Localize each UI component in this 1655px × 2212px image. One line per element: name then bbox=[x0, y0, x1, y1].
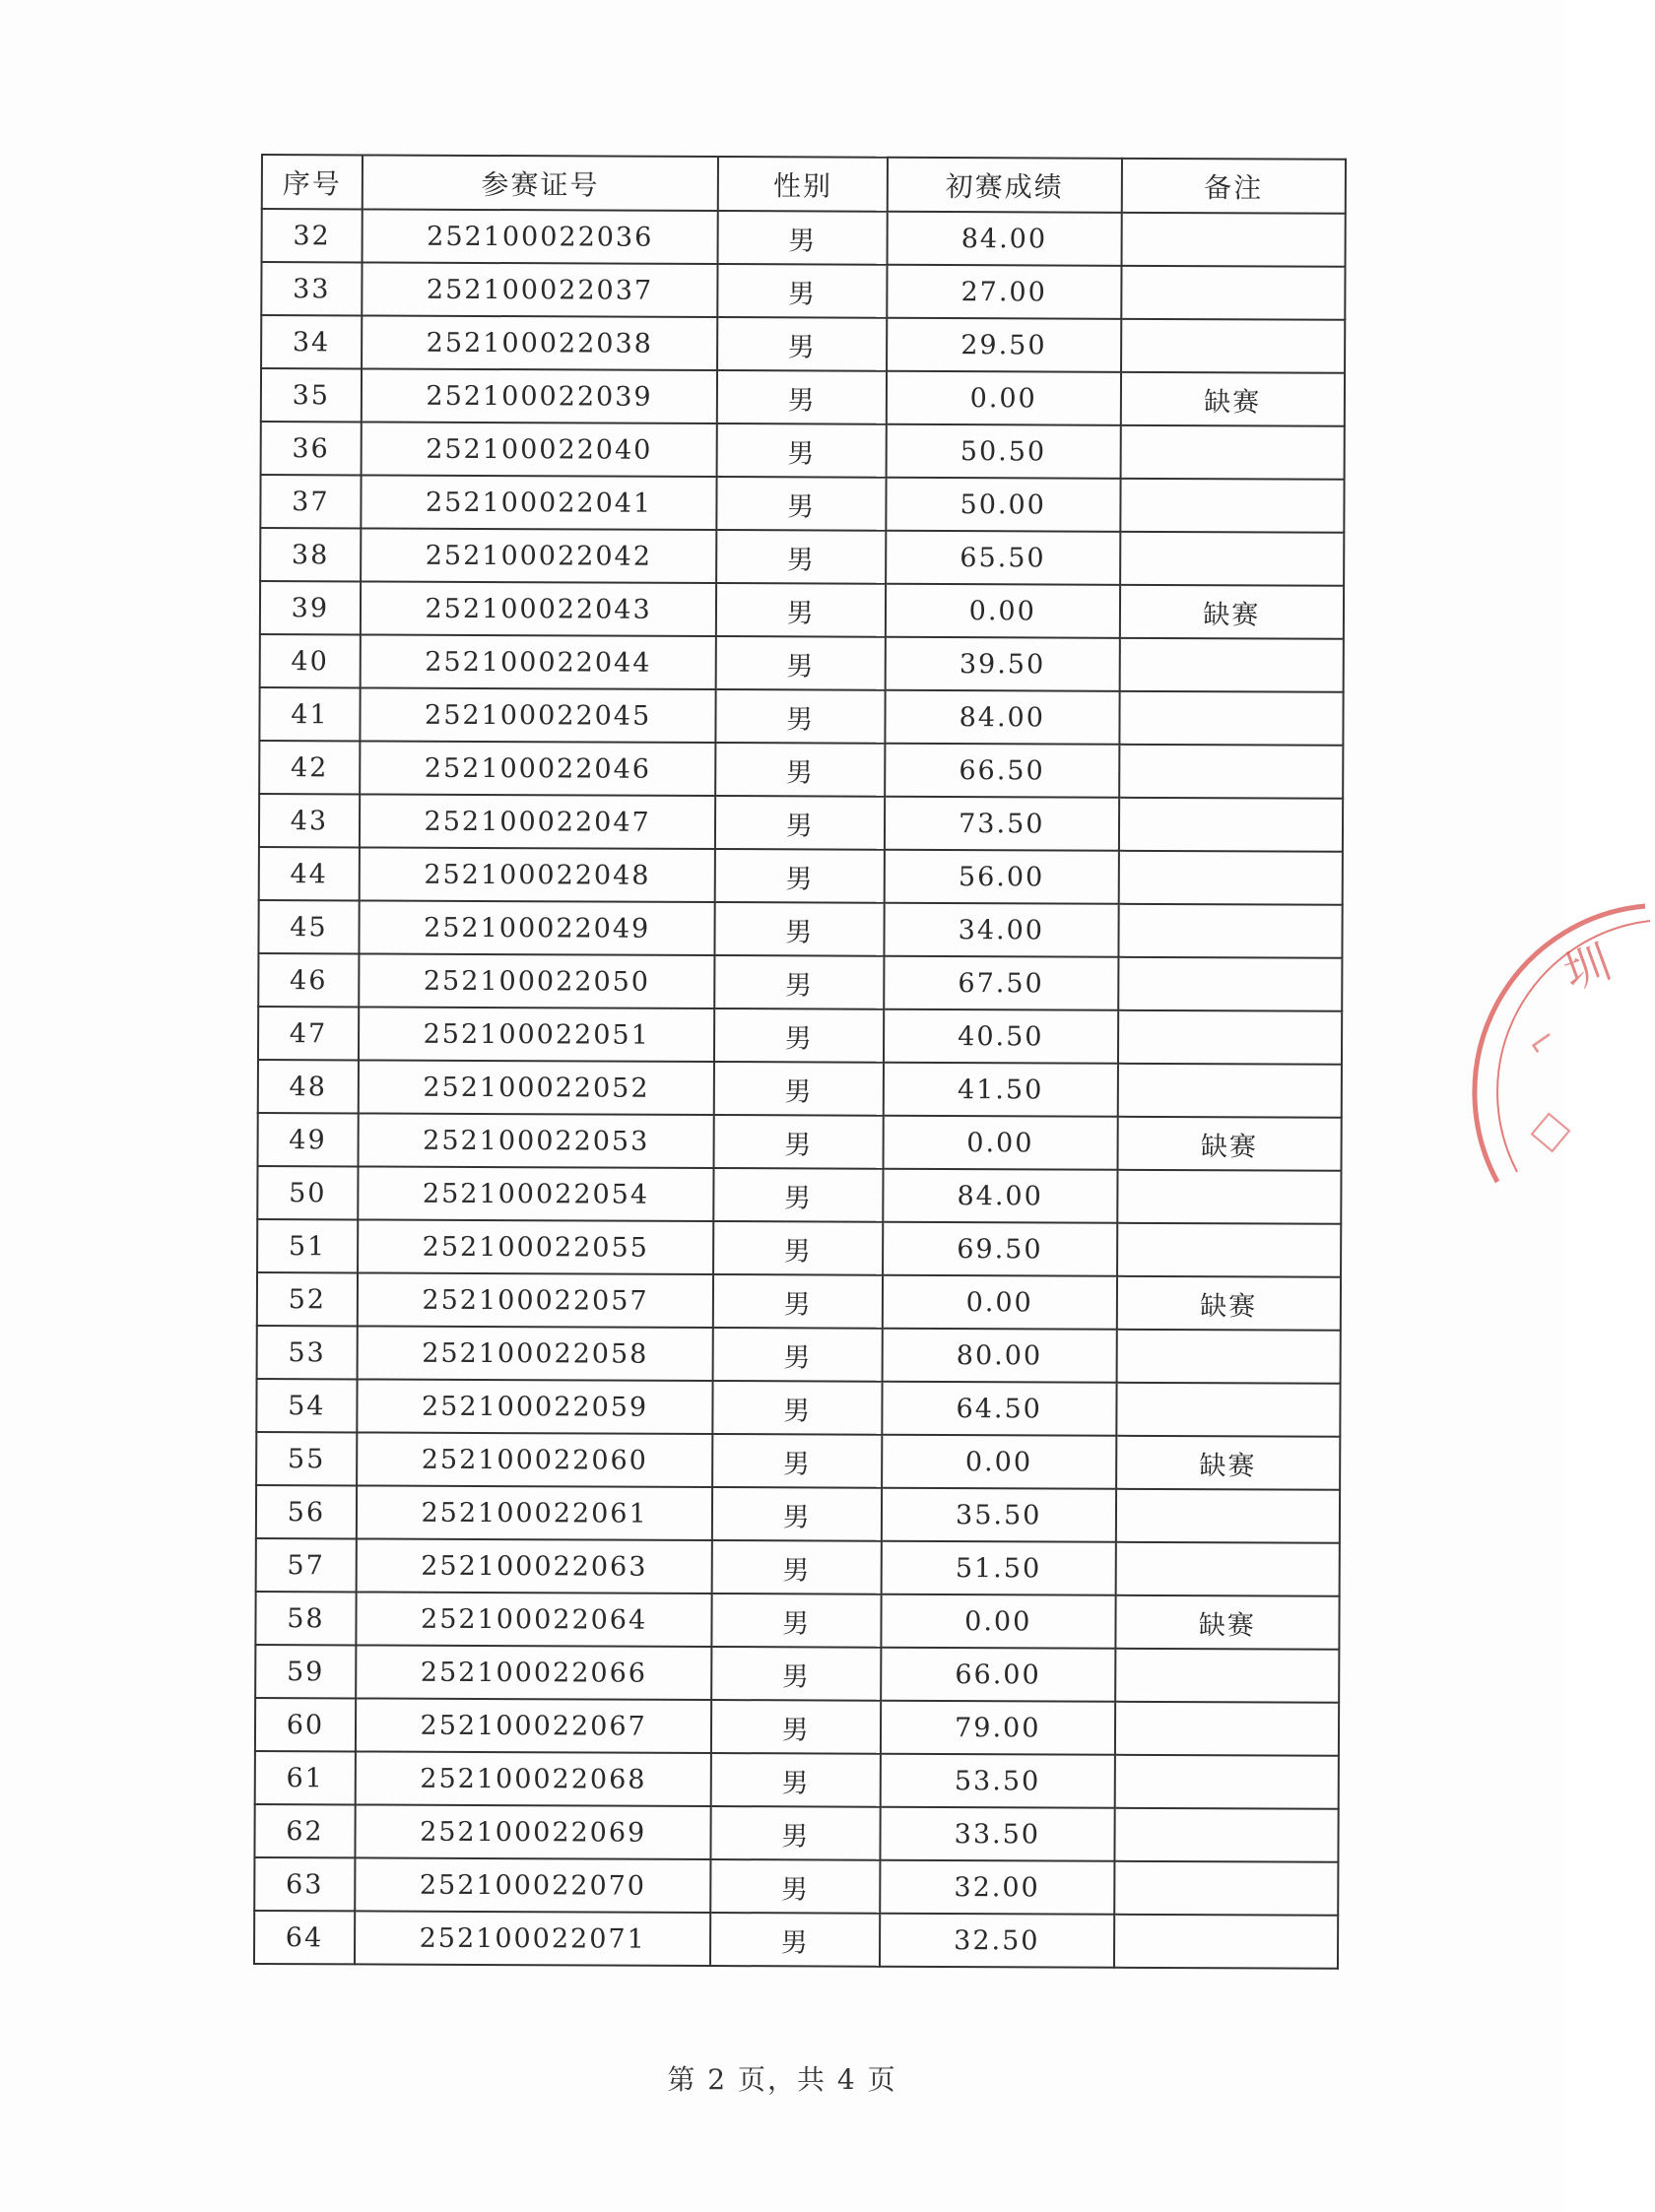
cell-score: 27.00 bbox=[887, 265, 1121, 319]
cell-seq: 64 bbox=[254, 1911, 355, 1964]
table-row bbox=[261, 315, 1345, 373]
cell-seq: 63 bbox=[254, 1857, 355, 1911]
cell-score: 0.00 bbox=[886, 584, 1120, 638]
cell-note: 缺赛 bbox=[1119, 585, 1344, 639]
cell-gender: 男 bbox=[717, 423, 887, 478]
cell-score: 65.50 bbox=[886, 531, 1120, 585]
cell-seq: 56 bbox=[256, 1485, 357, 1538]
cell-gender: 男 bbox=[711, 1700, 881, 1754]
cell-note bbox=[1115, 1489, 1340, 1543]
cell-note bbox=[1120, 532, 1345, 586]
header-gender: 性别 bbox=[718, 157, 888, 212]
table-row bbox=[254, 1857, 1338, 1916]
cell-note bbox=[1116, 1330, 1341, 1384]
table-row bbox=[260, 475, 1344, 533]
cell-score: 32.50 bbox=[880, 1914, 1114, 1968]
cell-score: 84.00 bbox=[883, 1169, 1117, 1223]
cell-id: 252100022063 bbox=[356, 1538, 712, 1594]
cell-note bbox=[1114, 1755, 1339, 1809]
cell-note bbox=[1114, 1702, 1339, 1756]
cell-note bbox=[1120, 479, 1345, 533]
cell-note bbox=[1114, 1861, 1339, 1916]
cell-id: 252100022067 bbox=[356, 1698, 712, 1753]
cell-score: 0.00 bbox=[881, 1594, 1115, 1649]
cell-id: 252100022052 bbox=[359, 1060, 715, 1115]
cell-gender: 男 bbox=[718, 211, 888, 265]
table-row bbox=[258, 953, 1342, 1011]
cell-gender: 男 bbox=[715, 902, 885, 956]
table-row bbox=[258, 900, 1342, 958]
table-row bbox=[255, 1751, 1339, 1809]
cell-score: 66.00 bbox=[881, 1648, 1115, 1702]
cell-gender: 男 bbox=[711, 1753, 881, 1807]
cell-id: 252100022059 bbox=[357, 1379, 713, 1434]
cell-score: 29.50 bbox=[887, 318, 1121, 372]
table-header bbox=[262, 155, 1346, 214]
table-row bbox=[262, 209, 1346, 267]
table-row bbox=[261, 368, 1345, 426]
cell-seq: 51 bbox=[257, 1219, 358, 1272]
header-seq: 序号 bbox=[262, 155, 363, 209]
cell-note: 缺赛 bbox=[1116, 1436, 1341, 1490]
cell-seq: 52 bbox=[257, 1272, 358, 1326]
cell-score: 33.50 bbox=[880, 1807, 1114, 1861]
cell-id: 252100022058 bbox=[357, 1326, 713, 1381]
cell-seq: 60 bbox=[255, 1698, 356, 1751]
cell-gender: 男 bbox=[716, 689, 886, 744]
cell-seq: 39 bbox=[260, 581, 361, 634]
table-row bbox=[257, 1272, 1341, 1331]
cell-id: 252100022036 bbox=[362, 209, 718, 264]
table-row bbox=[256, 1432, 1340, 1490]
cell-id: 252100022055 bbox=[358, 1219, 714, 1274]
table-row bbox=[256, 1379, 1340, 1437]
cell-gender: 男 bbox=[713, 1381, 883, 1435]
cell-score: 0.00 bbox=[884, 1116, 1118, 1170]
cell-id: 252100022042 bbox=[361, 528, 717, 583]
official-seal-stamp bbox=[1478, 886, 1655, 1261]
cell-gender: 男 bbox=[712, 1487, 882, 1541]
table-row bbox=[259, 687, 1343, 746]
cell-gender: 男 bbox=[714, 1062, 884, 1116]
cell-gender: 男 bbox=[715, 849, 885, 903]
table-row bbox=[260, 581, 1344, 639]
cell-note: 缺赛 bbox=[1117, 1117, 1342, 1171]
cell-id: 252100022068 bbox=[355, 1751, 711, 1806]
cell-score: 79.00 bbox=[881, 1701, 1115, 1755]
cell-id: 252100022070 bbox=[355, 1857, 711, 1913]
cell-seq: 46 bbox=[258, 953, 359, 1007]
header-score: 初赛成绩 bbox=[888, 158, 1122, 213]
cell-note bbox=[1115, 1542, 1340, 1596]
cell-id: 252100022050 bbox=[359, 953, 715, 1008]
cell-id: 252100022038 bbox=[362, 315, 718, 370]
cell-id: 252100022045 bbox=[360, 687, 716, 743]
cell-seq: 34 bbox=[261, 315, 362, 368]
cell-score: 67.50 bbox=[884, 956, 1118, 1010]
cell-score: 80.00 bbox=[883, 1329, 1117, 1383]
cell-seq: 57 bbox=[256, 1538, 357, 1592]
cell-gender: 男 bbox=[714, 1115, 884, 1169]
cell-gender: 男 bbox=[713, 1434, 883, 1488]
cell-gender: 男 bbox=[711, 1859, 881, 1914]
cell-id: 252100022040 bbox=[361, 422, 717, 477]
cell-seq: 38 bbox=[260, 528, 361, 581]
cell-score: 56.00 bbox=[885, 850, 1119, 904]
cell-id: 252100022047 bbox=[360, 794, 716, 849]
cell-seq: 58 bbox=[255, 1592, 356, 1645]
cell-seq: 40 bbox=[260, 634, 361, 687]
cell-seq: 48 bbox=[258, 1060, 359, 1113]
seal-mark: ⌐ bbox=[1519, 1017, 1565, 1067]
table-row bbox=[255, 1592, 1339, 1650]
cell-note bbox=[1118, 957, 1343, 1011]
cell-id: 252100022071 bbox=[355, 1911, 711, 1966]
cell-id: 252100022061 bbox=[357, 1485, 713, 1540]
cell-gender: 男 bbox=[712, 1594, 882, 1648]
cell-seq: 62 bbox=[254, 1804, 355, 1857]
cell-note bbox=[1117, 1223, 1342, 1277]
cell-note bbox=[1118, 904, 1343, 958]
cell-seq: 54 bbox=[256, 1379, 357, 1432]
cell-seq: 37 bbox=[260, 475, 361, 528]
cell-note bbox=[1118, 851, 1343, 905]
cell-note bbox=[1117, 1064, 1342, 1118]
cell-gender: 男 bbox=[717, 370, 887, 424]
table-row bbox=[259, 741, 1343, 799]
cell-gender: 男 bbox=[711, 1806, 881, 1860]
table-row bbox=[256, 1538, 1340, 1596]
cell-score: 39.50 bbox=[886, 637, 1120, 691]
cell-note bbox=[1117, 1170, 1342, 1224]
cell-note bbox=[1119, 745, 1344, 799]
cell-id: 252100022037 bbox=[362, 262, 718, 317]
cell-seq: 42 bbox=[259, 741, 360, 794]
cell-id: 252100022051 bbox=[359, 1007, 715, 1062]
table-row bbox=[260, 528, 1344, 586]
header-note: 备注 bbox=[1121, 159, 1346, 214]
table-row bbox=[258, 1007, 1342, 1065]
cell-seq: 44 bbox=[259, 847, 360, 900]
cell-gender: 男 bbox=[715, 955, 885, 1009]
cell-id: 252100022041 bbox=[361, 475, 717, 530]
cell-score: 73.50 bbox=[885, 797, 1119, 851]
cell-score: 0.00 bbox=[882, 1435, 1116, 1489]
seal-character: 圳 bbox=[1556, 934, 1618, 1001]
table-body bbox=[254, 209, 1346, 1969]
cell-seq: 45 bbox=[258, 900, 359, 953]
cell-score: 0.00 bbox=[887, 371, 1121, 425]
cell-gender: 男 bbox=[712, 1647, 882, 1701]
cell-note bbox=[1121, 213, 1346, 267]
table-row bbox=[258, 1113, 1342, 1171]
cell-gender: 男 bbox=[713, 1221, 883, 1275]
cell-gender: 男 bbox=[714, 1168, 884, 1222]
page-footer: 第 2 页，共 4 页 bbox=[667, 2063, 897, 2096]
cell-note bbox=[1115, 1649, 1340, 1703]
cell-seq: 50 bbox=[257, 1166, 358, 1219]
cell-id: 252100022049 bbox=[359, 900, 715, 955]
cell-seq: 47 bbox=[258, 1007, 359, 1060]
cell-note bbox=[1114, 1808, 1339, 1862]
cell-id: 252100022039 bbox=[362, 368, 718, 423]
table-row bbox=[259, 794, 1343, 852]
cell-id: 252100022060 bbox=[357, 1432, 713, 1487]
cell-gender: 男 bbox=[717, 317, 887, 371]
cell-note bbox=[1116, 1383, 1341, 1437]
cell-score: 35.50 bbox=[882, 1488, 1116, 1542]
table-row bbox=[258, 1060, 1342, 1118]
cell-score: 84.00 bbox=[885, 690, 1119, 745]
cell-id: 252100022069 bbox=[355, 1804, 711, 1859]
cell-gender: 男 bbox=[716, 636, 886, 690]
cell-score: 0.00 bbox=[883, 1275, 1117, 1330]
cell-seq: 53 bbox=[257, 1326, 358, 1379]
cell-id: 252100022053 bbox=[358, 1113, 714, 1168]
cell-score: 53.50 bbox=[881, 1754, 1115, 1808]
cell-gender: 男 bbox=[717, 477, 887, 531]
cell-score: 34.00 bbox=[884, 903, 1118, 957]
table-row bbox=[260, 634, 1344, 692]
cell-score: 84.00 bbox=[888, 212, 1122, 266]
cell-seq: 55 bbox=[256, 1432, 357, 1485]
table-row bbox=[259, 847, 1343, 905]
header-id: 参赛证号 bbox=[363, 155, 719, 211]
cell-note: 缺赛 bbox=[1120, 372, 1345, 426]
cell-seq: 59 bbox=[255, 1645, 356, 1698]
cell-id: 252100022044 bbox=[360, 634, 716, 689]
cell-score: 69.50 bbox=[883, 1222, 1117, 1276]
table-row bbox=[254, 1804, 1338, 1862]
cell-id: 252100022048 bbox=[360, 847, 716, 902]
cell-id: 252100022043 bbox=[361, 581, 717, 636]
cell-note bbox=[1121, 319, 1346, 373]
cell-gender: 男 bbox=[712, 1540, 882, 1594]
cell-seq: 49 bbox=[258, 1113, 359, 1166]
cell-score: 66.50 bbox=[885, 744, 1119, 798]
cell-note: 缺赛 bbox=[1116, 1276, 1341, 1331]
cell-gender: 男 bbox=[713, 1274, 883, 1329]
cell-score: 50.50 bbox=[887, 424, 1121, 479]
cell-seq: 41 bbox=[259, 687, 360, 741]
cell-gender: 男 bbox=[717, 530, 887, 584]
cell-score: 41.50 bbox=[884, 1063, 1118, 1117]
cell-seq: 32 bbox=[262, 209, 363, 262]
cell-note bbox=[1119, 691, 1344, 746]
cell-seq: 36 bbox=[261, 422, 362, 475]
table-row bbox=[255, 1698, 1339, 1756]
table-row bbox=[261, 422, 1345, 480]
cell-note: 缺赛 bbox=[1115, 1595, 1340, 1650]
cell-id: 252100022057 bbox=[358, 1272, 714, 1328]
cell-note bbox=[1119, 638, 1344, 692]
cell-note bbox=[1118, 1010, 1343, 1065]
table-row bbox=[256, 1485, 1340, 1543]
cell-score: 40.50 bbox=[884, 1009, 1118, 1064]
cell-id: 252100022054 bbox=[358, 1166, 714, 1221]
table-row bbox=[257, 1326, 1341, 1384]
cell-gender: 男 bbox=[714, 1008, 884, 1063]
cell-seq: 33 bbox=[261, 262, 362, 315]
cell-note bbox=[1120, 425, 1345, 480]
cell-gender: 男 bbox=[716, 583, 886, 637]
cell-seq: 43 bbox=[259, 794, 360, 847]
cell-gender: 男 bbox=[713, 1328, 883, 1382]
cell-score: 64.50 bbox=[882, 1382, 1116, 1436]
cell-seq: 61 bbox=[255, 1751, 356, 1804]
cell-gender: 男 bbox=[715, 796, 885, 850]
table-row bbox=[254, 1911, 1338, 1969]
cell-note bbox=[1118, 798, 1343, 852]
cell-note bbox=[1121, 266, 1346, 320]
cell-seq: 35 bbox=[261, 368, 362, 422]
seal-mark-lower: □ bbox=[1520, 1102, 1576, 1158]
cell-id: 252100022066 bbox=[356, 1645, 712, 1700]
table-row bbox=[257, 1219, 1341, 1277]
cell-gender: 男 bbox=[718, 264, 888, 318]
header-row bbox=[262, 155, 1346, 214]
table-row bbox=[255, 1645, 1339, 1703]
cell-note bbox=[1114, 1915, 1339, 1969]
cell-id: 252100022046 bbox=[360, 741, 716, 796]
results-table bbox=[253, 154, 1347, 1970]
cell-gender: 男 bbox=[710, 1913, 880, 1967]
table-row bbox=[257, 1166, 1341, 1224]
cell-score: 32.00 bbox=[880, 1860, 1114, 1915]
cell-score: 51.50 bbox=[882, 1541, 1116, 1595]
cell-id: 252100022064 bbox=[356, 1592, 712, 1647]
table-row bbox=[261, 262, 1345, 320]
cell-score: 50.00 bbox=[886, 478, 1120, 532]
cell-gender: 男 bbox=[716, 743, 886, 797]
